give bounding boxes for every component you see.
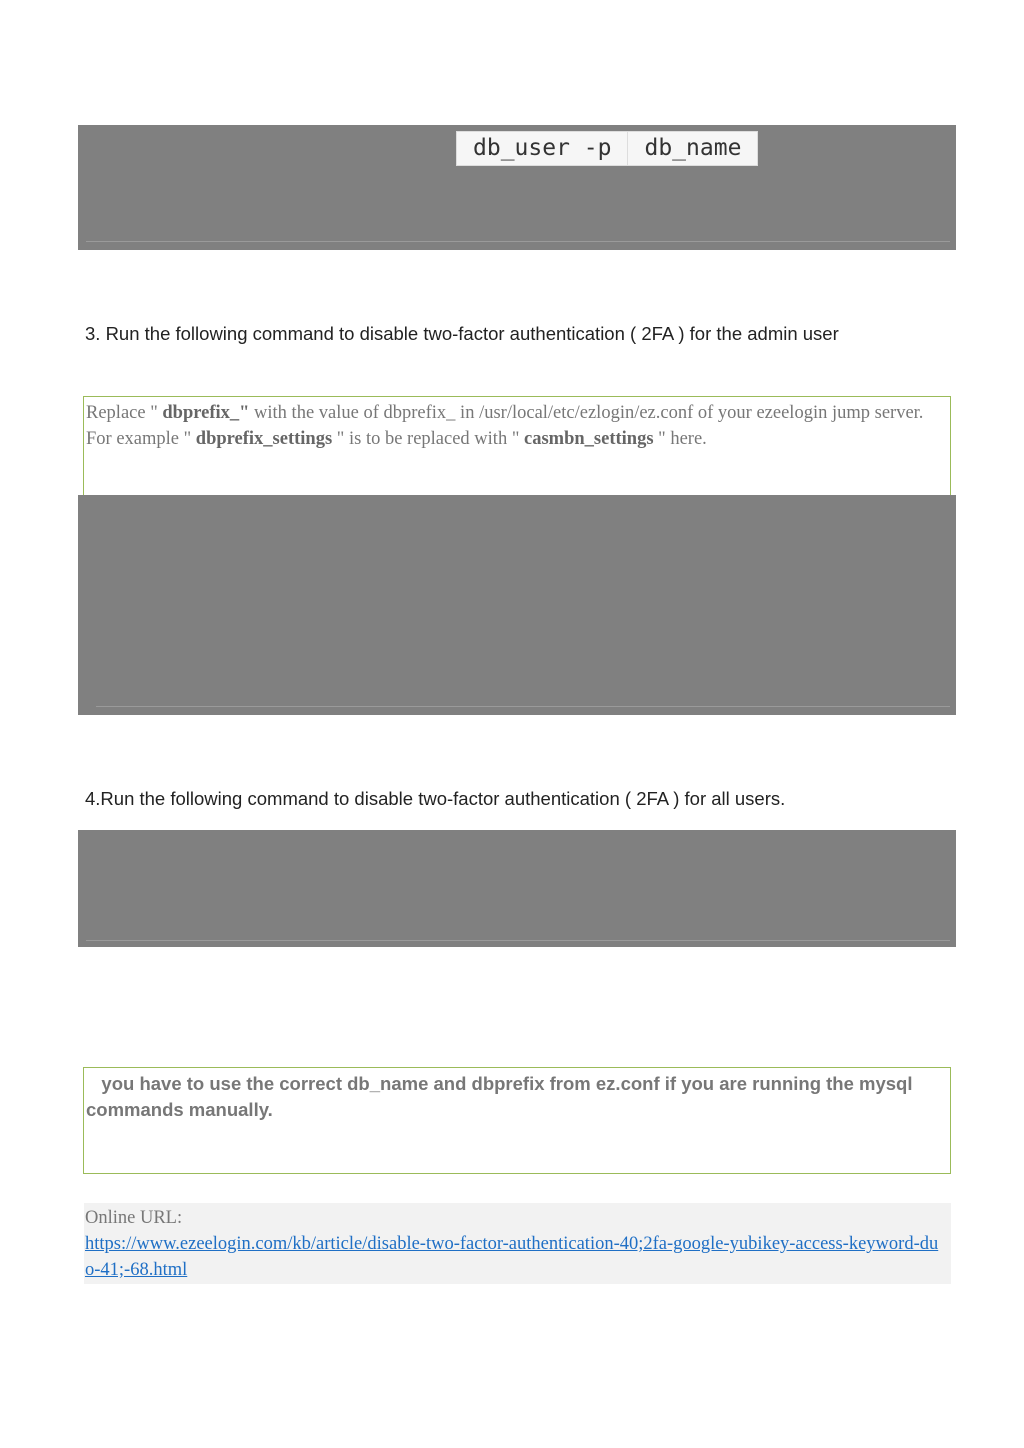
note-bold-casmbn-settings: casmbn_settings: [524, 429, 654, 449]
step-4-instruction: 4.Run the following command to disable two-factor authentication ( 2FA ) for all users.: [85, 788, 786, 809]
online-url-label: Online URL:: [85, 1208, 183, 1228]
note-text: " is to be replaced with ": [336, 429, 520, 449]
code-block-divider: [86, 241, 950, 242]
inline-code-db-user: db_user -p: [457, 132, 628, 165]
note-text: " here.: [658, 429, 707, 449]
online-url-footer: [84, 1203, 951, 1284]
note-replace-prefix: [83, 396, 951, 503]
inline-code-db-args: [456, 131, 758, 166]
code-block-disable-admin-2fa: [78, 495, 956, 715]
note-bold-dbprefix: dbprefix_": [162, 403, 250, 423]
inline-code-db-name: db_name: [644, 135, 742, 161]
code-block-divider: [96, 706, 950, 707]
note-warning-manual-mysql: [83, 1067, 951, 1174]
step-3-instruction: 3. Run the following command to disable two-factor authentication ( 2FA ) for the admin user: [85, 323, 839, 344]
note-text: with the value of dbprefix_ in /usr/local/etc/ezlogin/ez.conf of your ezeelogin jump server. For example ": [86, 403, 924, 449]
online-url-link[interactable]: https://www.ezeelogin.com/kb/article/disable-two-factor-authentication-40;2fa-google-yubikey-access-keyword-duo-41;-68.html: [85, 1234, 939, 1280]
note-warning-text: you have to use the correct db_name and dbprefix from ez.conf if you are running the mysql commands manually.: [86, 1073, 913, 1120]
note-bold-dbprefix-settings: dbprefix_settings: [195, 429, 333, 449]
code-block-divider: [86, 940, 950, 941]
code-block-disable-all-2fa: [78, 830, 956, 947]
note-text: Replace ": [86, 403, 158, 423]
